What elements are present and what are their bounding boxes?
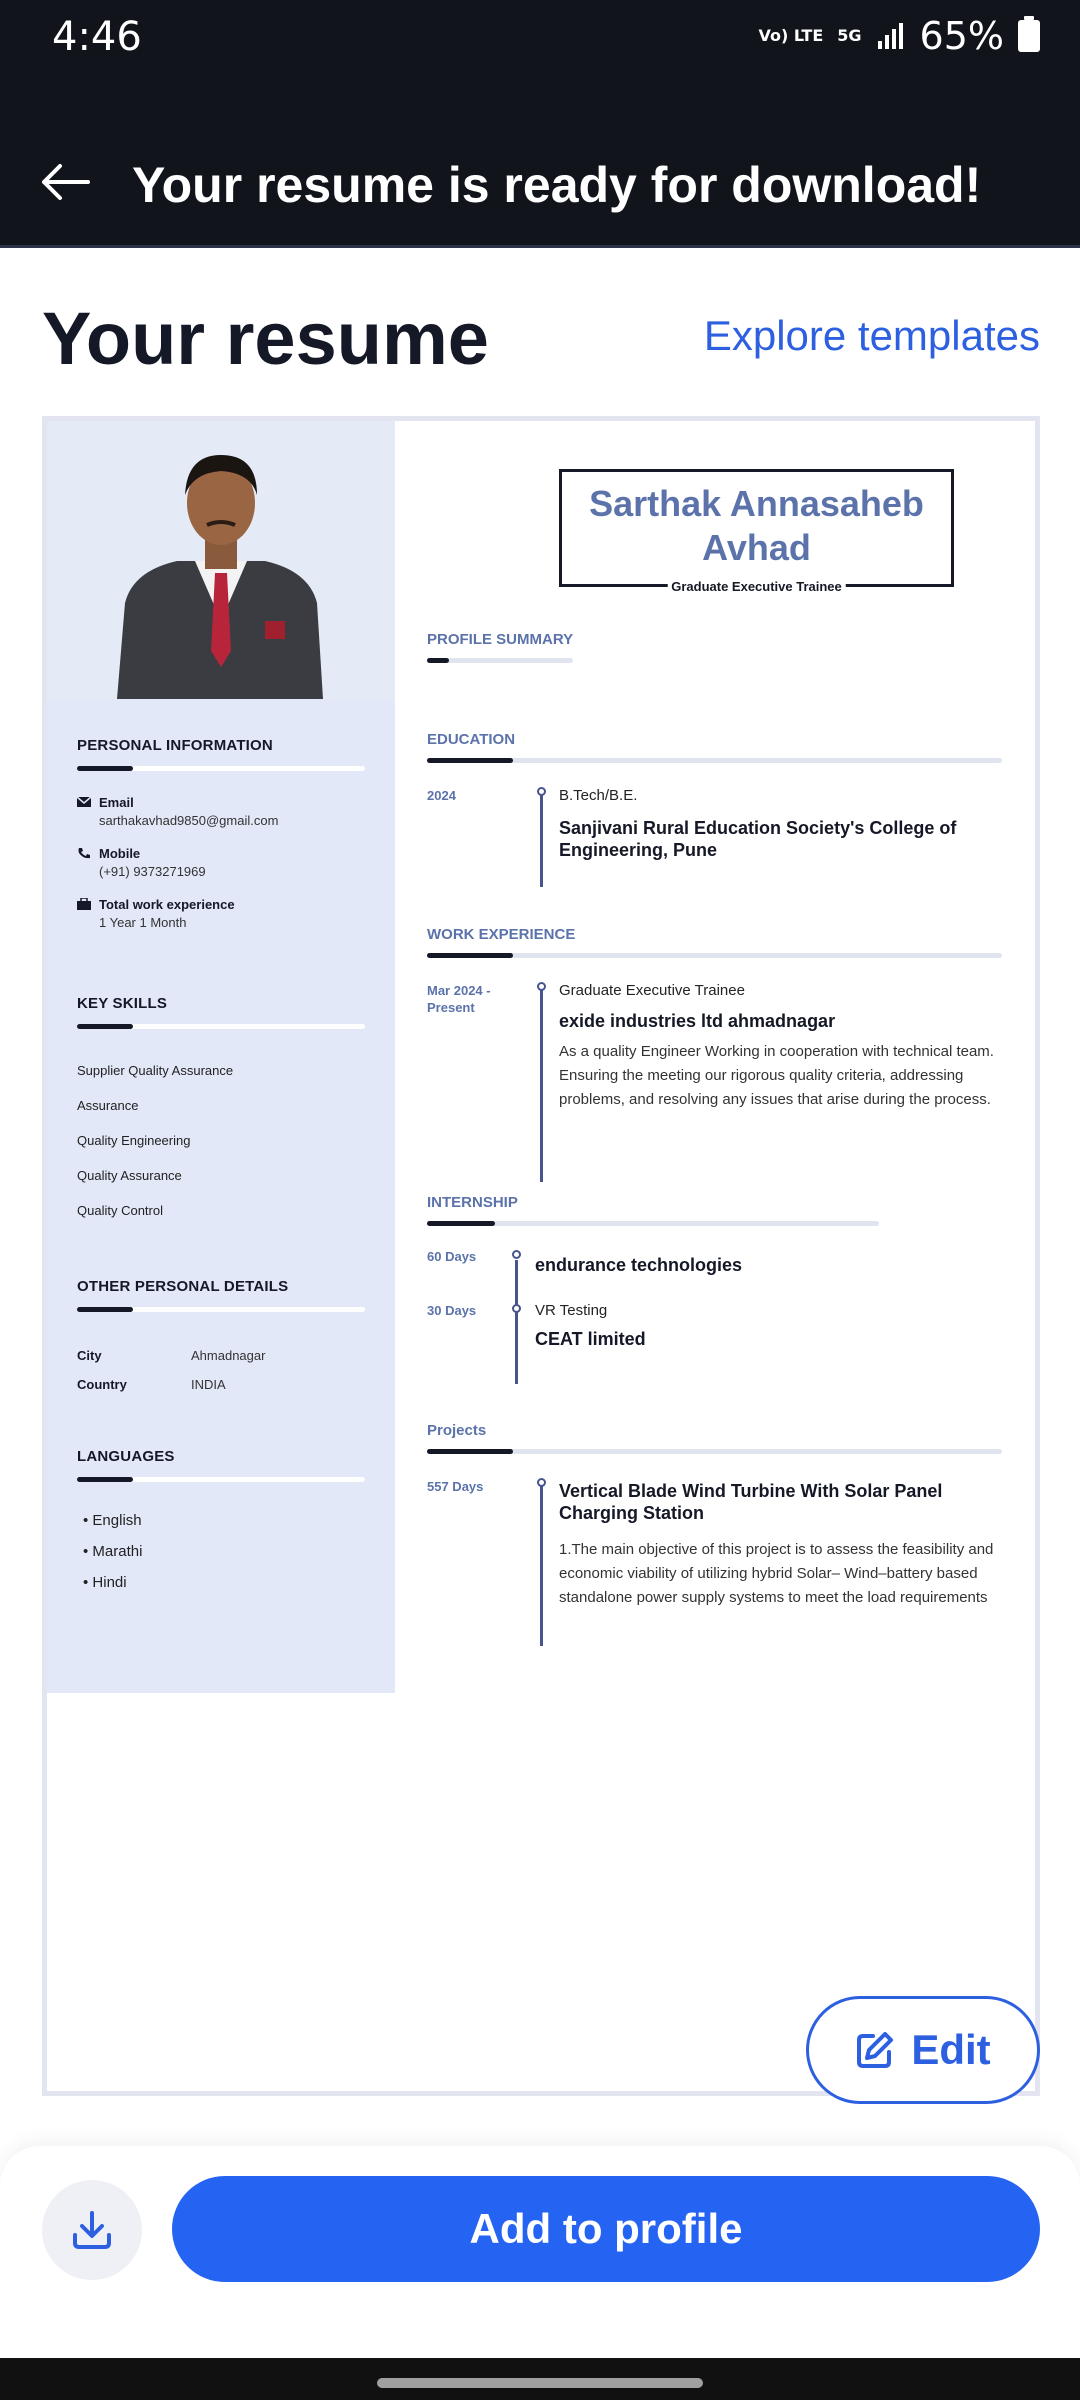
- email-value: sarthakavhad9850@gmail.com: [99, 813, 279, 828]
- mobile-label: Mobile: [99, 846, 141, 861]
- education-institution: Sanjivani Rural Education Society's College of Engineering, Pune: [559, 818, 957, 860]
- experience-label: Total work experience: [99, 897, 235, 912]
- experience-value: 1 Year 1 Month: [99, 915, 187, 930]
- resume-preview: [42, 416, 1040, 2096]
- city-row: [77, 1348, 365, 1363]
- work-experience-heading: WORK EXPERIENCE: [427, 926, 576, 943]
- skill-item: Assurance: [77, 1098, 139, 1113]
- resume-sidebar: [47, 421, 395, 1693]
- explore-templates-link[interactable]: Explore templates: [703, 312, 1040, 359]
- country-label: Country: [77, 1377, 127, 1392]
- profile-summary-section: [427, 631, 1002, 663]
- projects-heading: Projects: [427, 1422, 487, 1439]
- briefcase-icon: [77, 898, 91, 910]
- timeline-dot: [512, 1250, 521, 1259]
- edit-button[interactable]: [806, 1996, 1040, 2104]
- signal-icon: [876, 21, 906, 51]
- language-item: • Hindi: [83, 1574, 127, 1591]
- timeline-line: [540, 795, 543, 887]
- system-nav-bar: [0, 2358, 1080, 2400]
- status-bar: [0, 0, 1080, 120]
- name-box: [559, 469, 954, 594]
- section-divider: [77, 1477, 365, 1482]
- profile-photo-image: [47, 421, 395, 699]
- languages-section: [77, 1448, 365, 1591]
- internship-duration: 60 Days: [427, 1249, 477, 1264]
- key-skills-heading: KEY SKILLS: [77, 995, 168, 1012]
- app-bar: [0, 120, 1080, 248]
- timeline-line: [540, 990, 543, 1182]
- city-label: City: [77, 1348, 102, 1363]
- page-title: Your resume: [42, 297, 489, 380]
- work-experience-section: [427, 926, 1002, 1186]
- bottom-action-bar: [0, 2146, 1080, 2358]
- experience-row: [77, 897, 365, 930]
- other-details-heading: OTHER PERSONAL DETAILS: [77, 1278, 289, 1295]
- internship-heading: INTERNSHIP: [427, 1194, 518, 1211]
- download-icon: [69, 2207, 115, 2253]
- languages-heading: LANGUAGES: [77, 1448, 175, 1465]
- battery-percent: 65%: [919, 14, 1004, 58]
- projects-section: [427, 1422, 1002, 1662]
- status-icons: [758, 14, 1040, 58]
- section-divider: [77, 1307, 365, 1312]
- phone-icon: [77, 847, 91, 859]
- work-date: Mar 2024 - Present: [427, 983, 491, 1015]
- skill-item: Quality Assurance: [77, 1168, 182, 1183]
- profile-photo: [47, 421, 395, 699]
- section-divider: [427, 953, 1002, 958]
- network-5g-icon: 5G: [837, 26, 862, 45]
- timeline-line: [540, 1486, 543, 1646]
- internship-section: [427, 1194, 1002, 1394]
- section-divider: [427, 658, 573, 663]
- edit-button-label: Edit: [911, 2026, 991, 2073]
- download-button[interactable]: [42, 2180, 142, 2280]
- education-section: [427, 731, 1002, 891]
- volte-icon: Vo) LTE: [758, 26, 824, 45]
- personal-info-section: [77, 737, 365, 930]
- internship-company: endurance technologies: [535, 1255, 743, 1275]
- candidate-name: Sarthak Annasaheb Avhad: [589, 483, 924, 568]
- section-divider: [427, 1221, 879, 1226]
- work-role: Graduate Executive Trainee: [559, 982, 745, 999]
- mail-icon: [77, 796, 91, 808]
- project-duration: 557 Days: [427, 1479, 484, 1494]
- project-description: 1.The main objective of this project is to assess the feasibility and economic viability of utilizing hybrid Solar– Wind–battery based standalone power supply systems to meet the load requirements: [559, 1541, 994, 1606]
- language-item: • English: [83, 1512, 142, 1529]
- section-divider: [77, 766, 365, 771]
- timeline-dot: [512, 1304, 521, 1313]
- work-description: As a quality Engineer Working in cooperation with technical team. Ensuring the meeting our rigorous quality criteria, addressing problems, and resolving any issues that arise during the process.: [559, 1043, 994, 1108]
- skill-item: Quality Control: [77, 1203, 163, 1218]
- back-arrow-icon[interactable]: [36, 158, 94, 206]
- home-gesture-handle[interactable]: [377, 2378, 703, 2388]
- app-bar-title: Your resume is ready for download!: [132, 157, 982, 213]
- key-skills-section: [77, 995, 365, 1218]
- battery-icon: [1018, 20, 1040, 52]
- internship-subtitle: VR Testing: [535, 1302, 608, 1319]
- personal-info-heading: PERSONAL INFORMATION: [77, 737, 273, 754]
- skill-item: Quality Engineering: [77, 1133, 191, 1148]
- mobile-value: (+91) 9373271969: [99, 864, 206, 879]
- education-date: 2024: [427, 788, 456, 803]
- country-row: [77, 1377, 365, 1392]
- profile-summary-heading: PROFILE SUMMARY: [427, 631, 574, 648]
- country-value: INDIA: [191, 1377, 226, 1392]
- language-item: • Marathi: [83, 1543, 143, 1560]
- edit-icon: [855, 2030, 895, 2070]
- city-value: Ahmadnagar: [191, 1348, 266, 1363]
- other-details-section: [77, 1278, 365, 1392]
- internship-duration: 30 Days: [427, 1303, 477, 1318]
- section-divider: [427, 1449, 1002, 1454]
- section-divider: [77, 1024, 365, 1029]
- candidate-role: Graduate Executive Trainee: [667, 579, 846, 594]
- timeline-line: [515, 1260, 518, 1384]
- project-title: Vertical Blade Wind Turbine With Solar Panel Charging Station: [559, 1481, 943, 1523]
- section-divider: [427, 758, 1002, 763]
- education-degree: B.Tech/B.E.: [559, 787, 638, 804]
- add-to-profile-button[interactable]: Add to profile: [172, 2176, 1040, 2282]
- email-row: [77, 795, 365, 828]
- education-heading: EDUCATION: [427, 731, 516, 748]
- work-company: exide industries ltd ahmadnagar: [559, 1011, 836, 1031]
- email-label: Email: [99, 795, 134, 810]
- skill-item: Supplier Quality Assurance: [77, 1063, 234, 1078]
- internship-company: CEAT limited: [535, 1329, 646, 1349]
- mobile-row: [77, 846, 365, 879]
- status-time: 4:46: [52, 14, 142, 60]
